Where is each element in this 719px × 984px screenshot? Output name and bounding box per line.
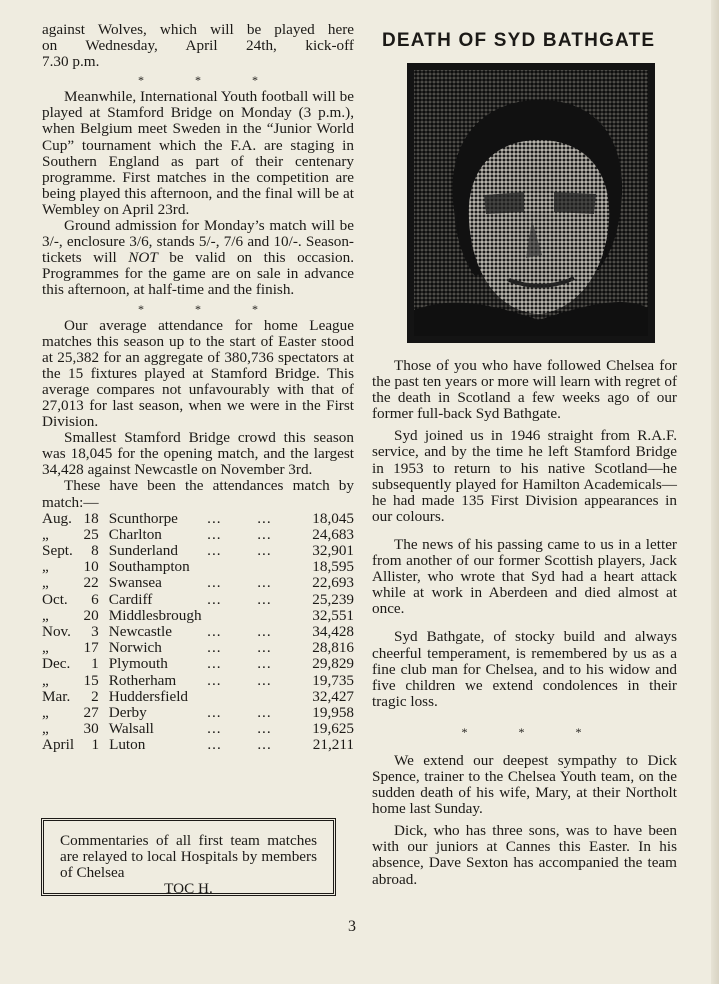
- attendance-leader-dots: ...: [207, 590, 222, 608]
- attendance-day: 20: [83, 606, 99, 624]
- attendance-leader-dots: ...: [257, 736, 272, 754]
- attendance-crowd: 24,683: [312, 525, 355, 543]
- commentaries-box: [41, 818, 336, 896]
- attendance-row: [42, 575, 354, 591]
- attendance-row: [42, 656, 354, 672]
- attendance-row: [42, 511, 354, 527]
- attendance-row: [42, 721, 354, 737]
- attendance-leader-dots: [257, 689, 307, 705]
- attendance-opponent: Walsall: [108, 720, 154, 738]
- attendance-month: „: [42, 525, 49, 543]
- attendance-opponent: Southampton: [108, 558, 190, 576]
- attendance-row: [42, 737, 354, 753]
- attendance-row: [42, 592, 354, 608]
- attendance-day: 25: [83, 525, 99, 543]
- obituary-paragraph: Syd joined us in 1946 straight from R.A.F. service, and by the time he left Stamford Bridge in 1953 to return to his native Scotland—he subsequently played for Hamilton Academicals—he had made 135 First Division appearances in our colours.: [372, 427, 677, 525]
- attendance-opponent: Newcastle: [108, 622, 172, 640]
- attendance-month: „: [42, 558, 49, 576]
- attendance-day: 27: [83, 703, 99, 721]
- attendance-crowd: 25,239: [312, 590, 355, 608]
- attendance-leader-dots: ...: [257, 525, 272, 543]
- attendance-day: 1: [91, 736, 100, 754]
- smallest-crowd-paragraph: Smallest Stamford Bridge crowd this season was 18,045 for the opening match, and the largest 34,428 against Newcastle on November 3rd.: [42, 429, 354, 479]
- attendance-day: 10: [83, 558, 99, 576]
- portrait-photo: [407, 63, 655, 343]
- attendance-leader-dots: ...: [257, 542, 272, 559]
- attendance-month: „: [42, 671, 49, 689]
- intro-line: 7.30 p.m.: [42, 53, 100, 71]
- attendance-leader-dots: ...: [207, 736, 222, 754]
- commentaries-text: Commentaries of all first team matches are relayed to local Hospitals by members of Chelsea: [60, 832, 317, 881]
- attendance-opponent: Plymouth: [108, 655, 168, 673]
- attendance-row: [42, 705, 354, 721]
- obituary-paragraph: Syd Bathgate, of stocky build and always cheerful temperament, is remembered by us as a fine club man for Chelsea, and to his widow and five children we extend condolences in their tragic loss.: [372, 628, 677, 710]
- attendance-month: „: [42, 639, 49, 657]
- section-divider-stars: * * *: [138, 301, 282, 316]
- attendance-leader-dots: ...: [207, 671, 222, 689]
- attendance-day: 18: [83, 509, 99, 527]
- attendance-row: [42, 640, 354, 656]
- attendance-leader-dots: ...: [257, 655, 272, 673]
- attendance-day: 2: [91, 687, 99, 705]
- page-number: 3: [348, 918, 356, 935]
- attendance-month: „: [42, 720, 49, 738]
- attendance-crowd: 32,427: [312, 687, 355, 705]
- youth-football-paragraph: Meanwhile, International Youth football will be played at Stamford Bridge on Monday (3 p.m.), when Belgium meet Sweden in the “Junior World Cup” tournament which the F.A. are staging in Southern England as part of their centenary programme. First matches in the competition are being played this afternoon, and the final will be at Wembley on April 23rd.: [42, 88, 354, 218]
- attendance-crowd: 19,735: [312, 671, 355, 689]
- page-edge: [711, 0, 719, 984]
- section-divider-stars: * * *: [138, 73, 282, 88]
- attendance-leader-dots: ...: [207, 542, 222, 559]
- left-column: [42, 22, 354, 753]
- attendance-day: 30: [83, 720, 99, 738]
- attendance-leader-dots: ...: [257, 509, 272, 527]
- attendance-day: 1: [91, 655, 99, 673]
- attendance-leader-dots: ...: [207, 525, 222, 543]
- attendance-crowd: 19,625: [312, 720, 355, 738]
- attendance-month: Oct.: [42, 590, 68, 608]
- attendance-crowd: 21,211: [312, 736, 354, 754]
- attendance-row: [42, 673, 354, 689]
- attendance-opponent: Charlton: [108, 525, 162, 543]
- attendance-row: [42, 608, 354, 624]
- attendance-leader-dots: ...: [207, 622, 222, 640]
- right-column: [372, 358, 677, 888]
- attendance-opponent: Derby: [108, 703, 147, 721]
- attendance-crowd: 34,428: [312, 622, 355, 640]
- attendance-day: 8: [91, 542, 99, 559]
- sympathy-paragraph: We extend our deepest sympathy to Dick Spence, trainer to the Chelsea Youth team, on the sudden death of his wife, Mary, at their Northolt home last Sunday.: [372, 751, 677, 818]
- commentaries-toc-h: TOC H.: [164, 880, 213, 897]
- attendance-leader-dots: ...: [257, 703, 272, 721]
- attendance-leader-dots: ...: [207, 655, 222, 673]
- attendance-paragraph: Our average attendance for home League matches this season up to the start of Easter stood at 25,382 for an aggregate of 380,736 spectators at the 15 fixtures played at Stamford Bridge. This average compares not unfavourably with that of 27,013 for last season, when we were in the First Division.: [42, 316, 354, 431]
- attendance-crowd: 29,829: [312, 655, 355, 673]
- attendance-day: 15: [83, 671, 99, 689]
- portrait-silhouette: [414, 70, 648, 336]
- attendance-leader-dots: ...: [257, 671, 272, 689]
- attendance-leader-dots: [257, 559, 307, 575]
- attendance-opponent: Rotherham: [108, 671, 177, 689]
- attendance-opponent: Swansea: [108, 574, 162, 592]
- attendance-opponent: Luton: [109, 736, 146, 754]
- attendance-opponent: Scunthorpe: [108, 509, 178, 527]
- attendance-day: 3: [91, 622, 99, 640]
- attendance-opponent: Sunderland: [108, 542, 178, 559]
- attendance-crowd: 28,816: [312, 639, 355, 657]
- admission-not: NOT: [128, 249, 158, 267]
- admission-text-cont: be valid on this occasion. Programmes for the game are on sale in advance this afternoon, at half-time and the finish.: [42, 249, 354, 299]
- attendance-row: [42, 689, 354, 705]
- attendance-month: Nov.: [42, 622, 71, 640]
- intro-line: against Wolves, which will be played here: [42, 21, 354, 38]
- attendance-row: [42, 559, 354, 575]
- attendance-leader-dots: ...: [257, 720, 272, 738]
- attendance-leader-dots: [257, 608, 307, 624]
- attendance-leader-dots: [207, 689, 257, 705]
- obituary-paragraph: Those of you who have followed Chelsea for the past ten years or more will learn with regret of the death in Scotland a few weeks ago of our former full-back Syd Bathgate.: [372, 357, 677, 423]
- attendance-month: April: [42, 736, 75, 754]
- obituary-headline: DEATH OF SYD BATHGATE: [382, 30, 656, 51]
- attendance-month: „: [42, 606, 49, 624]
- admission-paragraph: [42, 218, 354, 298]
- section-divider-stars: * * *: [461, 724, 606, 739]
- attendance-month: Mar.: [42, 687, 71, 705]
- attendance-opponent: Middlesbrough: [108, 606, 202, 624]
- attendance-crowd: 19,958: [312, 703, 355, 721]
- attendance-row: [42, 527, 354, 543]
- attendance-opponent: Norwich: [108, 639, 162, 657]
- attendance-leader-dots: [207, 608, 257, 624]
- attendance-crowd: 18,045: [312, 509, 355, 527]
- attendance-leader-dots: ...: [207, 639, 222, 657]
- attendance-crowd: 32,551: [312, 606, 355, 624]
- attendance-month: Aug.: [42, 509, 72, 527]
- attendance-leader-dots: ...: [257, 639, 272, 657]
- attendance-day: 17: [83, 639, 99, 657]
- attendance-leader-dots: ...: [207, 703, 222, 721]
- admission-text: Ground admission for Monday’s match will be 3/-, enclosure 3/6, stands 5/-, 7/6 and 10/-. Season-tickets will: [42, 217, 354, 267]
- halftone-photo: [414, 70, 648, 336]
- attendance-leader-dots: ...: [257, 574, 272, 592]
- attendance-leader-dots: ...: [257, 622, 272, 640]
- obituary-paragraph: The news of his passing came to us in a letter from another of our former Scottish players, Jack Allister, who wrote that Syd had a heart attack while at work in Aberdeen and died almost at once.: [372, 535, 677, 618]
- attendance-opponent: Huddersfield: [108, 687, 189, 705]
- intro-line: on Wednesday, April 24th, kick-off: [42, 37, 354, 55]
- attendance-leader-dots: ...: [207, 720, 222, 738]
- attendance-month: „: [42, 703, 49, 721]
- attendance-month: Dec.: [42, 655, 71, 673]
- table-intro-paragraph: These have been the attendances match by match:—: [42, 477, 354, 511]
- attendance-crowd: 32,901: [312, 542, 355, 559]
- attendance-leader-dots: ...: [207, 509, 222, 527]
- attendance-crowd: 18,595: [312, 558, 355, 576]
- attendance-leader-dots: ...: [207, 574, 222, 592]
- attendance-opponent: Cardiff: [108, 590, 153, 608]
- sympathy-paragraph: Dick, who has three sons, was to have been with our juniors at Cannes this Easter. In his absence, Dave Sexton has accompanied the team abroad.: [372, 822, 677, 888]
- attendance-month: Sept.: [42, 542, 73, 559]
- intro-text: [42, 22, 354, 70]
- attendance-table: [42, 511, 354, 754]
- attendance-day: 22: [83, 574, 99, 592]
- attendance-row: [42, 624, 354, 640]
- attendance-day: 6: [91, 590, 99, 608]
- attendance-leader-dots: [207, 559, 257, 575]
- attendance-row: [42, 543, 354, 559]
- attendance-crowd: 22,693: [312, 574, 355, 592]
- attendance-leader-dots: ...: [257, 590, 272, 608]
- attendance-month: „: [42, 574, 49, 592]
